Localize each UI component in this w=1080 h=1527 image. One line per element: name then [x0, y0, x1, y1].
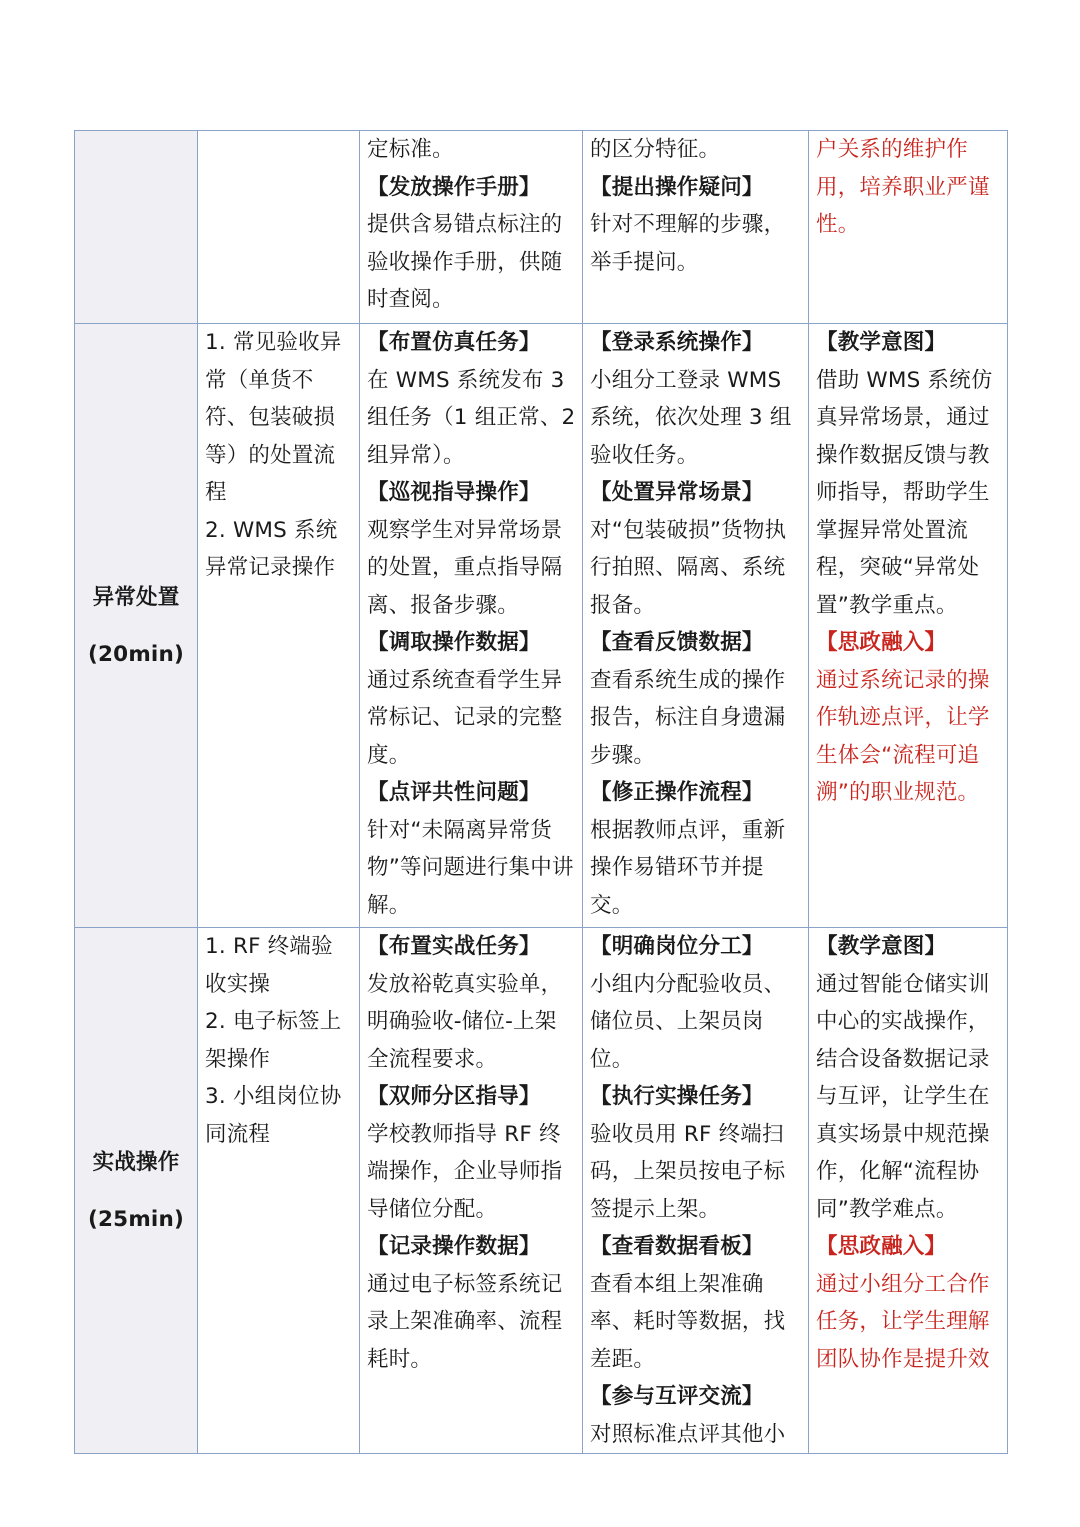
table-row-exception-handling	[75, 324, 1008, 928]
paragraph: 提供含易错点标注的验收操作手册，供随时查阅。	[367, 212, 563, 312]
ideology-text: 户关系的维护作用，培养职业严谨性。	[816, 137, 990, 237]
paragraph: 验收员用 RF 终端扫码，上架员按电子标签提示上架。	[590, 1121, 786, 1222]
teacher-activity-cell	[360, 131, 583, 324]
step-heading: 【修正操作流程】	[590, 780, 764, 805]
phase-time: (20min)	[87, 641, 185, 667]
paragraph: 借助 WMS 系统仿真异常场景，通过操作数据反馈与教师指导，帮助学生掌握异常处置流程，突破“异常处置”教学重点。	[816, 367, 993, 618]
paragraph: 根据教师点评，重新操作易错环节并提交。	[590, 817, 786, 918]
teaching-intent-cell	[809, 324, 1008, 928]
paragraph: 3. 小组岗位协同流程	[205, 1084, 342, 1147]
step-heading: 【记录操作数据】	[367, 1234, 541, 1259]
step-heading: 【教学意图】	[816, 934, 947, 959]
phase-cell	[75, 324, 198, 928]
step-heading: 【查看反馈数据】	[590, 630, 764, 655]
paragraph: 对照标准点评其他小	[590, 1421, 786, 1447]
paragraph: 对“包装破损”货物执行拍照、隔离、系统报备。	[590, 517, 787, 618]
content-cell	[198, 928, 360, 1454]
step-heading: 【布置实战任务】	[367, 934, 541, 959]
paragraph: 通过电子标签系统记录上架准确率、流程耗时。	[367, 1271, 563, 1372]
step-heading: 【处置异常场景】	[590, 480, 764, 505]
student-activity-cell	[583, 928, 809, 1454]
step-heading: 【调取操作数据】	[367, 630, 541, 655]
paragraph: 1. 常见验收异常（单货不符、包装破损等）的处置流程	[205, 330, 342, 505]
paragraph: 通过智能仓储实训中心的实战操作，结合设备数据记录与互评，让学生在真实场景中规范操作，化解“流程协同”教学难点。	[816, 971, 990, 1222]
step-heading: 【点评共性问题】	[367, 780, 541, 805]
step-heading: 【明确岗位分工】	[590, 934, 764, 959]
content-cell	[198, 131, 360, 324]
paragraph: 小组内分配验收员、储位员、上架员岗位。	[590, 971, 786, 1072]
student-activity-cell	[583, 131, 809, 324]
paragraph: 2. 电子标签上架操作	[205, 1009, 342, 1072]
teaching-intent-cell	[809, 131, 1008, 324]
student-activity-cell	[583, 324, 809, 928]
step-heading: 【参与互评交流】	[590, 1384, 764, 1409]
paragraph: 1. RF 终端验收实操	[205, 934, 333, 997]
ideology-text: 通过小组分工合作任务，让学生理解团队协作是提升效	[816, 1271, 990, 1372]
paragraph: 的区分特征。	[590, 137, 721, 162]
step-heading: 【执行实操任务】	[590, 1084, 764, 1109]
paragraph: 查看本组上架准确率、耗时等数据，找差距。	[590, 1271, 786, 1372]
ideology-heading: 【思政融入】	[816, 1234, 947, 1259]
paragraph: 针对不理解的步骤，举手提问。	[590, 212, 786, 275]
phase-cell	[75, 131, 198, 324]
paragraph: 2. WMS 系统异常记录操作	[205, 517, 338, 580]
phase-time: (25min)	[87, 1206, 185, 1232]
paragraph: 小组分工登录 WMS 系统，依次处理 3 组验收任务。	[590, 367, 792, 468]
step-heading: 【登录系统操作】	[590, 330, 764, 355]
paragraph: 通过系统查看学生异常标记、记录的完整度。	[367, 667, 563, 768]
step-heading: 【布置仿真任务】	[367, 330, 541, 355]
paragraph: 在 WMS 系统发布 3 组任务（1 组正常、2 组异常）。	[367, 367, 576, 468]
paragraph: 观察学生对异常场景的处置，重点指导隔离、报备步骤。	[367, 517, 563, 618]
table-row-continued	[75, 131, 1008, 324]
teacher-activity-cell	[360, 928, 583, 1454]
phase-cell	[75, 928, 198, 1454]
paragraph: 查看系统生成的操作报告，标注自身遗漏步骤。	[590, 667, 786, 768]
ideology-heading: 【思政融入】	[816, 630, 947, 655]
ideology-text: 通过系统记录的操作轨迹点评，让学生体会“流程可追溯”的职业规范。	[816, 667, 990, 805]
teaching-intent-cell	[809, 928, 1008, 1454]
content-cell	[198, 324, 360, 928]
paragraph: 发放裕乾真实验单，明确验收-储位-上架全流程要求。	[367, 971, 563, 1072]
step-heading: 【提出操作疑问】	[590, 174, 764, 200]
paragraph: 学校教师指导 RF 终端操作，企业导师指导储位分配。	[367, 1121, 563, 1222]
phase-name: 实战操作	[92, 1149, 180, 1175]
phase-name: 异常处置	[92, 584, 180, 610]
table-row-practical-operation	[75, 928, 1008, 1454]
step-heading: 【发放操作手册】	[367, 174, 541, 200]
lesson-plan-table	[74, 130, 1008, 1454]
paragraph: 针对“未隔离异常货物”等问题进行集中讲解。	[367, 817, 574, 918]
teacher-activity-cell	[360, 324, 583, 928]
paragraph: 定标准。	[367, 137, 454, 162]
step-heading: 【教学意图】	[816, 330, 947, 355]
step-heading: 【查看数据看板】	[590, 1234, 764, 1259]
step-heading: 【双师分区指导】	[367, 1084, 541, 1109]
step-heading: 【巡视指导操作】	[367, 480, 541, 505]
